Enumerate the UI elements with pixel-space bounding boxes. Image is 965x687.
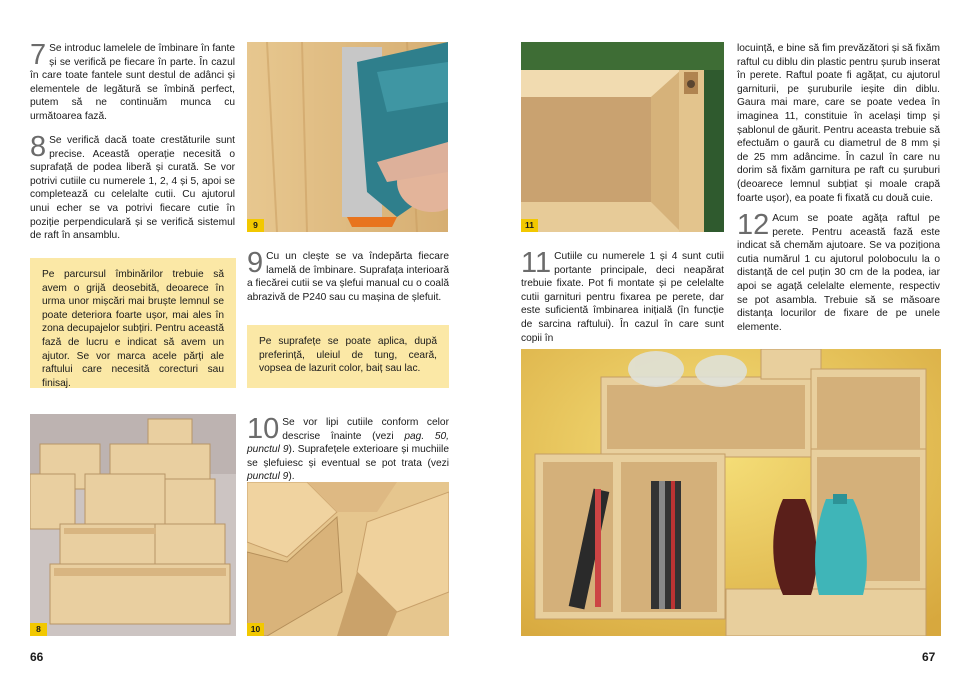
step-8 bbox=[30, 131, 235, 243]
photo-11-badge: 11 bbox=[521, 219, 538, 232]
step-11-continued-text: locuință, e bine să fim prevăzători și să fixăm raftul cu diblu din plastic pentru șurub inserat în perete. Raftul poate fi agățat, cu ajutorul garniturii, pe șuruburile ieșite din diblu. Gaura mai mare, care se poate vedea în imaginea 11, constituie în același timp și șablonul de găurit. Pentru aceasta trebuie să efectuăm o gaură cu diametrul de 8 mm și de 25 mm adâncime. În cazul în care nu dorim să fixăm garnitura pe raft cu șuruburi (deoarece lemnul subțiat și moale crapă foarte ușor), ea poate fi fixată cu două cuie. bbox=[737, 43, 940, 204]
step-11-text: Cutiile cu numerele 1 și 4 sunt cutii portante principale, deci neapărat trebuie fixate. Pot fi montate și pe celelalte cutii garnituri pentru fixarea pe perete, dar este suficientă îmbinarea inițială (în funcție de sarcina raftului). În cazul în care sunt copii în bbox=[521, 251, 724, 344]
step-10-ref-a: pag. 50, punctul 9 bbox=[247, 430, 449, 456]
step-9-text: Cu un clește se va îndepărta fiecare lamelă de îmbinare. Suprafața interioară a fiecărei cutii se va șlefui manual cu o coală abrazivă de P240 sau cu mașina de șlefuit. bbox=[247, 251, 449, 303]
step-8-number: 8 bbox=[30, 131, 47, 163]
tip-box-joints bbox=[30, 258, 236, 388]
photo-8-boxes bbox=[30, 414, 236, 636]
step-11 bbox=[521, 247, 724, 345]
step-10-number: 10 bbox=[247, 413, 280, 445]
step-10-text-c: ). bbox=[288, 471, 295, 483]
tip-box-joints-text: Pe parcursul îmbinărilor trebuie să avem o grijă deosebită, deoarece în urma unor mișcări mai bruște lemnul se poate deteriora foarte ușor, mai ales în zona decupajelor subțiri. Pentru această fază de lucru e indicat să avem un ajutor. Se vor marca acele părți ale raftului care necesită corecturi sau finisaj. bbox=[42, 269, 224, 389]
step-12-number: 12 bbox=[737, 209, 770, 241]
tip-box-finishes bbox=[247, 325, 449, 388]
tip-box-finishes-text: Pe suprafețe se poate aplica, după preferință, uleiul de tung, ceară, vopsea de lazurit color, baiț sau lac. bbox=[259, 336, 437, 375]
photo-10-badge: 10 bbox=[247, 623, 264, 636]
step-12 bbox=[737, 209, 940, 334]
step-9 bbox=[247, 247, 449, 304]
step-11-continued bbox=[737, 42, 940, 205]
step-7-text: Se introduc lamelele de îmbinare în fante și se verifică pe fiecare în parte. În cazul în care toate fantele sunt destul de adânci și elementele de legătură se îmbină perfect, putem să ne continuăm munca cu următoarea fază. bbox=[30, 43, 235, 122]
photo-8-badge: 8 bbox=[30, 623, 47, 636]
photo-9-sander bbox=[247, 42, 448, 232]
page-number-left: 66 bbox=[30, 650, 44, 664]
step-10 bbox=[247, 413, 449, 484]
step-10-text-b: ). Suprafețele exterioare și muchiile se șlefuiesc și eventual se pot trata (vezi bbox=[247, 444, 449, 469]
photo-9-badge: 9 bbox=[247, 219, 264, 232]
step-8-text: Se verifică dacă toate crestăturile sunt precise. Această operație necesită o suprafață de podea liberă și curată. Se vor potrivi cutiile cu numerele 1, 2, 4 și 5, apoi se completează cu celelalte cutii. Cu ajutorul unui echer se va potrivi fiecare cutie în poziție perpendiculară și se verifică sistemul de raft în ansamblu. bbox=[30, 135, 235, 242]
step-7-number: 7 bbox=[30, 39, 47, 71]
photo-finished-shelf bbox=[521, 349, 941, 636]
step-10-ref-b: punctul 9 bbox=[247, 471, 289, 483]
step-7 bbox=[30, 39, 235, 124]
step-9-number: 9 bbox=[247, 247, 264, 279]
page-number-right: 67 bbox=[922, 650, 936, 664]
step-10-text-a: Se vor lipi cutiile conform celor descrise înainte (vezi bbox=[282, 417, 449, 442]
step-12-text: Acum se poate agăța raftul pe perete. Pentru această fază este indicat să chemăm ajutoare. Se va poziționa cutia numărul 1 cu ajutorul poloboculu la o distanță de cel puțin 30 cm de la podea, iar apoi se agață celelalte elemente, respectiv se pot asambla. Trebuie să se măsoare distanța locurilor de fixare de pe unele elemente. bbox=[737, 213, 940, 333]
step-11-number: 11 bbox=[521, 247, 552, 279]
photo-10-box-corners bbox=[247, 482, 449, 636]
photo-11-box-interior bbox=[521, 42, 724, 232]
